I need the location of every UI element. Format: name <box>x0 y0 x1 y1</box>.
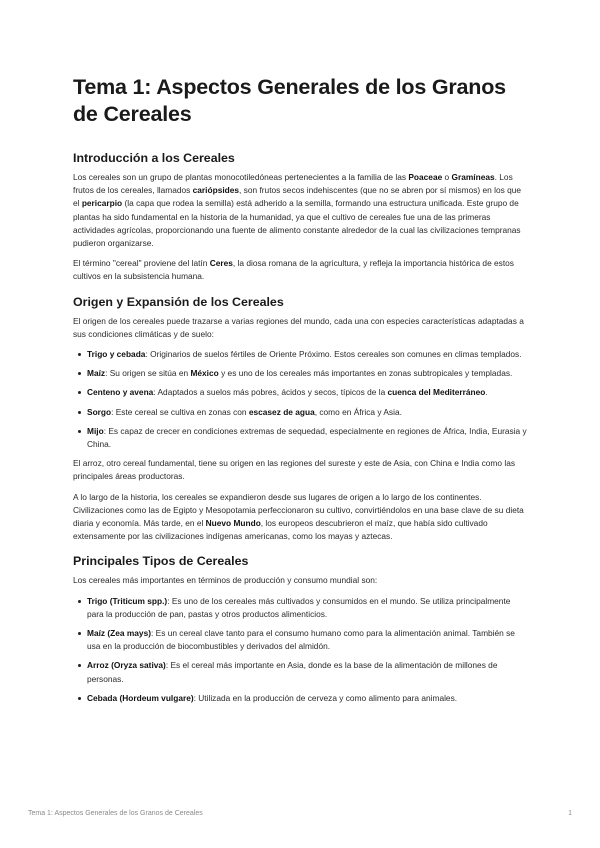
list-item: Centeno y avena: Adaptados a suelos más pobres, ácidos y secos, típicos de la cuenca del Mediterráneo. <box>87 386 528 399</box>
list-item: Maíz (Zea mays): Es un cereal clave tanto para el consumo humano como para la alimentación animal. También se usa en la producción de biocombustibles y derivados del almidón. <box>87 627 528 653</box>
list-item: Trigo (Triticum spp.): Es uno de los cereales más cultivados y consumidos en el mundo. Se utiliza principalmente para la producción de pan, pastas y otros productos alimenticios. <box>87 595 528 621</box>
list-item: Trigo y cebada: Originarios de suelos fértiles de Oriente Próximo. Estos cereales son comunes en climas templados. <box>87 348 528 361</box>
list-item: Cebada (Hordeum vulgare): Utilizada en la producción de cerveza y como alimento para animales. <box>87 692 528 705</box>
list-item: Sorgo: Este cereal se cultiva en zonas con escasez de agua, como en África y Asia. <box>87 406 528 419</box>
page-footer <box>28 810 572 817</box>
list-item: Mijo: Es capaz de crecer en condiciones extremas de sequedad, especialmente en regiones de África, India, Eurasia y China. <box>87 425 528 451</box>
intro-paragraph-2: El término "cereal" proviene del latín Ceres, la diosa romana de la agricultura, y refleja la importancia histórica de estos cultivos en la subsistencia humana. <box>73 258 514 282</box>
page-number: 1 <box>568 810 572 817</box>
list-item: Maíz: Su origen se sitúa en México y es uno de los cereales más importantes en zonas subtropicales y templadas. <box>87 367 528 380</box>
list-item: Arroz (Oryza sativa): Es el cereal más importante en Asia, donde es la base de la alimentación de millones de personas. <box>87 659 528 685</box>
document-title: Tema 1: Aspectos Generales de los Granos de Cereales <box>73 75 506 126</box>
section-heading-tipos: Principales Tipos de Cereales <box>73 554 249 569</box>
tipos-intro: Los cereales más importantes en términos de producción y consumo mundial son: <box>73 575 378 586</box>
document-page <box>73 74 528 711</box>
origen-arroz-paragraph: El arroz, otro cereal fundamental, tiene su origen en las regiones del sureste y este de Asia, con China e India como las principales áreas productoras. <box>73 458 516 482</box>
origen-list <box>73 348 528 451</box>
origen-historia-paragraph: A lo largo de la historia, los cereales se expandieron desde sus lugares de origen a lo largo de los continentes. Civilizaciones como las de Egipto y Mesopotamia perfeccionaron su cultivo, convirtiéndolos en una base clave de su dieta diaria y economía. Más tarde, en el Nuevo Mundo, los europeos descubrieron el maíz, que había sido cultivado extensamente por las civilizaciones indígenas americanas, como los mayas y aztecas. <box>73 491 524 542</box>
tipos-list <box>73 595 528 705</box>
section-heading-origen: Origen y Expansión de los Cereales <box>73 294 284 309</box>
footer-title: Tema 1: Aspectos Generales de los Granos de Cereales <box>28 810 203 817</box>
origen-intro: El origen de los cereales puede trazarse a varias regiones del mundo, cada una con especies características adaptadas a sus condiciones climáticas y de suelo: <box>73 315 524 339</box>
section-heading-intro: Introducción a los Cereales <box>73 151 235 165</box>
intro-paragraph-1: Los cereales son un grupo de plantas monocotiledóneas pertenecientes a la familia de las Poaceae o Gramíneas. Los frutos de los cereales, llamados cariópsides, son frutos secos indehiscentes (que no se abren por sí mismos) en los que el pericarpio (la capa que rodea la semilla) está adherido a la semilla, formando una estructura unificada. Este grupo de plantas ha sido fundamental en la historia de la humanidad, ya que el cultivo de cereales fue una de las primeras actividades agrícolas, proporcionando una fuente de alimento constante alrededor de la cual las civilizaciones tempranas pudieron organizarse. <box>73 172 522 249</box>
